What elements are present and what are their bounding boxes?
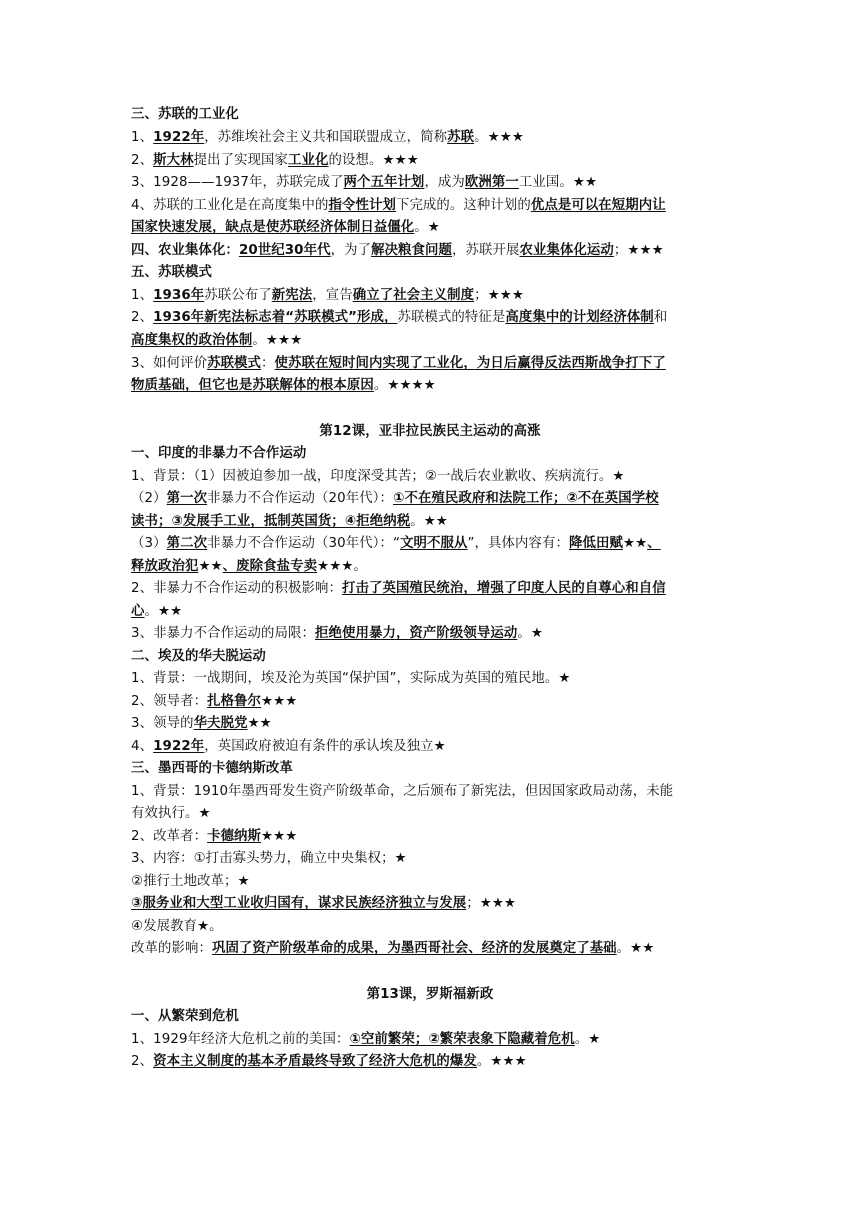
text-run: 2、 (131, 1054, 154, 1069)
section-heading (131, 262, 733, 285)
heading-text: 第12课，亚非拉民族民主运动的高涨 (319, 424, 541, 439)
key-point-text: 释放政治犯 (131, 559, 199, 574)
section-heading (131, 104, 733, 127)
key-point-text: 文明不服从 (400, 536, 468, 551)
text-run: 3、非暴力不合作运动的局限： (131, 626, 315, 641)
key-point-text: 使苏联在短时间内实现了工业化，为日后赢得反法西斯战争打下了 (274, 356, 666, 371)
paragraph-line (131, 938, 733, 961)
key-point-text: 资本主义制度的基本矛盾最终导致了经济大危机的爆发 (153, 1054, 477, 1069)
paragraph-line (131, 781, 733, 804)
text-run: ★★★。 (317, 559, 367, 574)
text-run: 1、背景：一战期间，埃及沦为英国“保护国”，实际成为英国的殖民地。★ (131, 671, 571, 686)
key-point-text: 华夫脱党 (193, 716, 248, 731)
text-run: ，宣告 (312, 288, 353, 303)
section-heading (131, 443, 733, 466)
paragraph-line (131, 556, 733, 579)
text-run: 非暴力不合作运动（30年代）：“ (207, 536, 401, 551)
key-point-text: 高度集权的政治体制 (131, 333, 253, 348)
text-run: 有效执行。★ (131, 806, 211, 821)
text-run: 。★★ (616, 941, 655, 956)
paragraph-line (131, 172, 733, 195)
text-run: （2） (131, 491, 167, 506)
paragraph-line (131, 353, 733, 376)
key-point-text: 1922年 (153, 130, 205, 145)
text-run: ，苏联开展 (452, 243, 520, 258)
paragraph-line (131, 893, 733, 916)
key-point-text: 第一次 (166, 491, 208, 506)
text-run: ★★ (198, 559, 223, 574)
key-point-text: 拒绝使用暴力，资产阶级领导运动 (315, 626, 518, 641)
paragraph-line (131, 826, 733, 849)
text-run: 2、非暴力不合作运动的积极影响： (131, 581, 342, 596)
key-point-text: 读书；③发展手工业，抵制英国货；④拒绝纳税 (131, 514, 411, 529)
key-point-text: 确立了社会主义制度 (352, 288, 475, 303)
paragraph-line (131, 307, 733, 330)
text-run: ”，具体内容有： (467, 536, 569, 551)
text-run: 非暴力不合作运动（20年代）： (207, 491, 394, 506)
key-point-text: 1936年 (153, 288, 205, 303)
text-run: ： (261, 356, 275, 371)
text-run: ，成为 (424, 175, 465, 190)
paragraph-line (131, 578, 733, 601)
paragraph-line (131, 127, 733, 150)
text-run: ★★ (622, 536, 648, 551)
lesson-title (0, 984, 860, 1007)
key-point-text: 打击了英国殖民统治，增强了印度人民的自尊心和自信 (341, 581, 666, 596)
text-run: 3、1928——1937年，苏联完成了 (131, 175, 344, 190)
paragraph-line (131, 511, 733, 534)
heading-text: 四、农业集体化： (131, 243, 239, 258)
paragraph-line (131, 466, 733, 489)
text-run: ；★★★ (613, 243, 664, 258)
key-point-text: ③服务业和大型工业收归国有，谋求民族经济独立与发展 (131, 896, 467, 911)
section-heading (131, 646, 733, 669)
key-point-text: 新宪法 (271, 288, 313, 303)
key-point-text: 、 (647, 536, 661, 551)
text-run: 1、1929年经济大危机之前的美国： (131, 1032, 350, 1047)
paragraph-line (131, 848, 733, 871)
paragraph-line (131, 1051, 733, 1074)
text-run: 。★★ (144, 604, 183, 619)
heading-text: 一、从繁荣到危机 (131, 1009, 239, 1024)
text-run: 4、苏联的工业化是在高度集中的 (131, 198, 329, 213)
lesson-title (0, 421, 860, 444)
text-run: 改革的影响： (131, 941, 212, 956)
key-point-text: 巩固了资产阶级革命的成果，为墨西哥社会、经济的发展奠定了基础 (211, 941, 617, 956)
key-point-text: 斯大林 (153, 153, 194, 168)
text-run: 。★ (517, 626, 543, 641)
paragraph-line (131, 916, 733, 939)
paragraph-line (131, 1029, 733, 1052)
text-run: 2、 (131, 153, 154, 168)
key-point-text: 1922年 (153, 739, 205, 754)
text-run: ②推行土地改革；★ (131, 874, 250, 889)
text-run: 3、如何评价 (131, 356, 208, 371)
paragraph-line (131, 195, 733, 218)
key-point-text: 降低田赋 (569, 536, 623, 551)
key-point-text: 指令性计划 (328, 198, 396, 213)
key-point-text: 优点是可以在短期内让 (530, 198, 666, 213)
text-run: 。★★★ (474, 130, 524, 145)
heading-text: 三、墨西哥的卡德纳斯改革 (131, 761, 293, 776)
text-run: 2、 (131, 310, 154, 325)
text-run: （3） (131, 536, 167, 551)
text-run: ★★★ (261, 829, 298, 844)
section-heading (131, 758, 733, 781)
paragraph-line (131, 285, 733, 308)
paragraph-line (131, 803, 733, 826)
key-point-text: 20世纪30年代 (238, 243, 331, 258)
paragraph-line (131, 871, 733, 894)
text-run: 。★★★★ (373, 378, 436, 393)
key-point-text: 欧洲第一 (464, 175, 519, 190)
paragraph-line (131, 691, 733, 714)
text-run: 4、 (131, 739, 154, 754)
paragraph-line (131, 375, 733, 398)
text-run: 3、内容：①打击寡头势力，确立中央集权；★ (131, 851, 407, 866)
key-point-text: 物质基础，但它也是苏联解体的根本原因 (131, 378, 374, 393)
heading-text: 二、埃及的华夫脱运动 (131, 649, 266, 664)
text-run: 1、 (131, 130, 154, 145)
text-run: 。★★★ (476, 1054, 527, 1069)
heading-text: 第13课，罗斯福新政 (366, 987, 494, 1002)
key-point-text: 国家快速发展，缺点是使苏联经济体制日益僵化 (131, 220, 415, 235)
paragraph-line (131, 601, 733, 624)
text-run: 的设想。★★★ (328, 153, 419, 168)
text-run: 提出了实现国家 (193, 153, 289, 168)
key-point-text: 心 (131, 604, 145, 619)
heading-text: 五、苏联模式 (131, 265, 212, 280)
paragraph-line (131, 330, 733, 353)
paragraph-line (131, 488, 733, 511)
text-run: 3、领导的 (131, 716, 194, 731)
text-run: 2、领导者： (131, 694, 208, 709)
paragraph-line (131, 623, 733, 646)
section-heading (131, 1006, 733, 1029)
key-point-text: 卡德纳斯 (207, 829, 262, 844)
heading-text: 三、苏联的工业化 (131, 107, 239, 122)
text-run: 工业国。★★ (518, 175, 598, 190)
text-run: ★★ (247, 716, 272, 731)
key-point-text: 1936年新宪法标志着“苏联模式”形成， (153, 310, 398, 325)
paragraph-line (131, 668, 733, 691)
key-point-text: 第二次 (166, 536, 208, 551)
text-run: 1、 (131, 288, 154, 303)
text-run: 1、背景：1910年墨西哥发生资产阶级革命，之后颁布了新宪法，但因国家政局动荡，未能 (131, 784, 674, 799)
key-point-text: 扎格鲁尔 (207, 694, 262, 709)
heading-text: 一、印度的非暴力不合作运动 (131, 446, 307, 461)
text-run: 。★★★ (252, 333, 303, 348)
text-run: ；★★★ (466, 896, 517, 911)
text-run: ，苏维埃社会主义共和国联盟成立，简称 (204, 130, 448, 145)
text-run: 。★ (414, 220, 440, 235)
paragraph-line (131, 713, 733, 736)
text-run: 和 (653, 310, 668, 325)
key-point-text: 农业集体化运动 (519, 243, 614, 258)
text-run: 。★★ (410, 514, 448, 529)
paragraph-line (131, 533, 733, 556)
text-run: 苏联模式的特征是 (397, 310, 506, 325)
key-point-text: 苏联模式 (207, 356, 262, 371)
text-run: ；★★★ (474, 288, 524, 303)
key-point-text: 工业化 (288, 153, 329, 168)
text-run: 苏联公布了 (204, 288, 272, 303)
key-point-text: 解决粮食问题 (371, 243, 453, 258)
section-heading (131, 240, 733, 263)
paragraph-line (131, 217, 733, 240)
paragraph-line (131, 150, 733, 173)
paragraph-line (131, 736, 733, 759)
key-point-text: 高度集中的计划经济体制 (505, 310, 654, 325)
key-point-text: 两个五年计划 (343, 175, 425, 190)
key-point-text: 、废除食盐专卖 (222, 559, 318, 574)
text-run: 2、改革者： (131, 829, 208, 844)
text-run: ，为了 (330, 243, 372, 258)
text-run: ★★★ (261, 694, 298, 709)
text-run: 。★ (574, 1032, 601, 1047)
text-run: ④发展教育★。 (131, 919, 223, 934)
text-run: 下完成的。这种计划的 (395, 198, 531, 213)
key-point-text: 苏联 (447, 130, 475, 145)
text-run: 1、背景：（1）因被迫参加一战，印度深受其苦；②一战后农业歉收、疾病流行。★ (131, 469, 625, 484)
key-point-text: ①不在殖民政府和法院工作；②不在英国学校 (393, 491, 659, 506)
key-point-text: ①空前繁荣；②繁荣表象下隐藏着危机 (349, 1032, 575, 1047)
text-run: ，英国政府被迫有条件的承认埃及独立★ (204, 739, 446, 754)
